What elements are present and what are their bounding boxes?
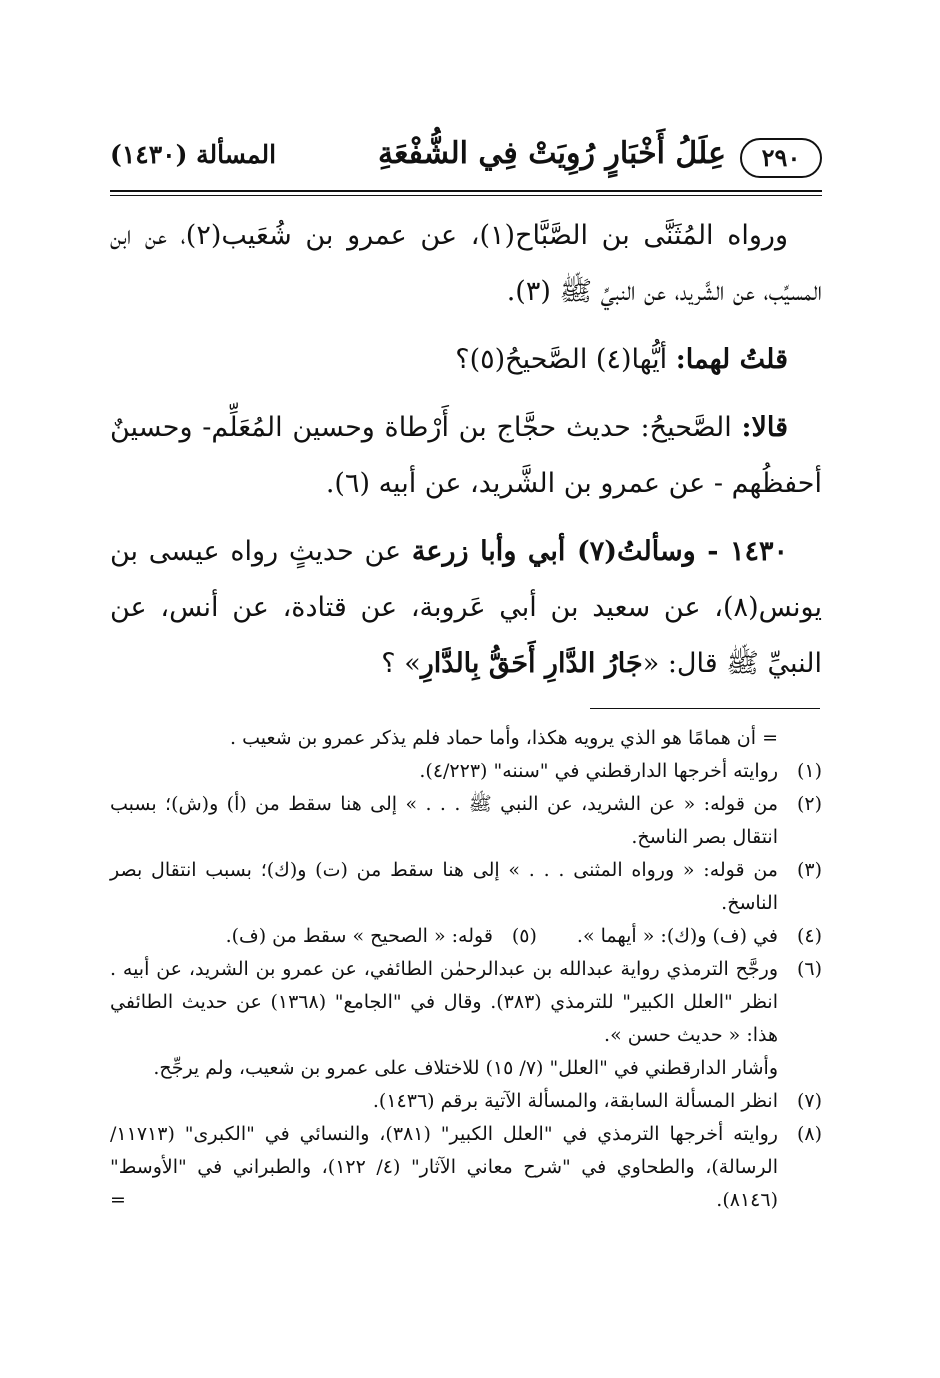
footnote-text: من قوله: « ورواه المثنى . . . » إلى هنا سقط من (ت) و(ك)؛ بسبب انتقال بصر الناسخ. [110,859,778,914]
footnote-number: (١) [796,760,822,782]
footnote-number: (٧) [796,1090,822,1112]
header-rule-thin [110,195,822,196]
footnote-number: (٨) [796,1123,822,1145]
footnote-text: في (ف) و(ك): « أيهما ». [576,925,778,947]
footnote-item [110,755,822,788]
footnote-text: قوله: « الصحيح » سقط من (ف). [225,925,493,947]
footnote-item [226,920,537,953]
page-number: ٢٩٠ [740,138,822,178]
footnote-continuation: = أن همامًا هو الذي يرويه هكذا، وأما حماد فلم يذكر عمرو بن شعيب . [230,727,778,749]
paragraph-2 [110,332,822,388]
footnote-text: ورجَّح الترمذي رواية عبدالله بن عبدالرحمٰن الطائفي، عن عمرو بن الشريد، عن أبيه . انظر "العلل الكبير" للترمذي (٣٨٣). وقال في "الجامع" (١٣٦٨) عن حديث الطائفي هذا: « حديث حسن ». [110,958,778,1046]
main-text [110,208,822,704]
paragraph-1 [110,208,822,320]
paragraph-1-text: ورواه المُثَنَّى بن الصَّبَّاح(١)، عن عمرو بن شُعَيب(٢)، عن ابن المسيِّب، عن الشَّريد، عن النبيِّ ﷺ (٣). [110,220,822,307]
header-rule [110,190,822,192]
page-header [110,128,822,184]
paragraph-4 [110,524,822,692]
paragraph-4-lead: ١٤٣٠ - وسألتُ(٧) أبي وأبا زرعة [411,536,788,567]
footnote-item [110,1118,822,1217]
footnote-rule [590,708,820,709]
footnote-item [110,788,822,854]
paragraph-3-text: الصَّحيحُ: حديث حجَّاج بن أَرْطاة وحسين المُعَلِّم- وحسينٌ أحفظُهم - عن عمرو بن الشَّريد، عن أبيه (٦). [110,412,822,499]
footnote-text-extra: وأشار الدارقطني في "العلل" (٧/ ١٥) للاختلاف على عمرو بن شعيب، ولم يرجِّح. [153,1057,778,1079]
footnotes [110,722,822,1217]
book-title: عِلَلُ أَخْبَارٍ رُوِيَتْ فِي الشُّفْعَةِ [378,136,726,171]
footnote-item [110,854,822,920]
paragraph-3 [110,400,822,512]
footnote-row-4-5 [110,920,822,953]
hadith-quote: جَارُ الدَّارِ أَحَقُّ بِالدَّارِ [420,648,643,679]
paragraph-3-lead: قالا: [741,412,788,443]
issue-label: المسألة (١٤٣٠) [110,140,277,169]
footnote-number: (٣) [796,859,822,881]
footnote-item [110,1085,822,1118]
footnote-text: روايته أخرجها الدارقطني في "سننه" (٤/٢٢٣). [419,760,778,782]
footnote-item [577,920,822,953]
footnote-number: (٥) [511,925,537,947]
paragraph-2-text: أيُّها(٤) الصَّحيحُ(٥)؟ [455,344,676,375]
footnote-item [110,953,822,1085]
paragraph-4-tail: » ؟ [381,648,421,679]
footnote-number: (٦) [796,958,822,980]
footnote-number: (٢) [796,793,822,815]
footnote-text: من قوله: « عن الشريد، عن النبي ﷺ . . . » إلى هنا سقط من (أ) و(ش)؛ بسبب انتقال بصر الناسخ. [110,793,778,848]
footnote-text: روايته أخرجها الترمذي في "العلل الكبير" (٣٨١)، والنسائي في "الكبرى" (١١٧١٣/ الرسالة)، والطحاوي في "شرح معاني الآثار" (٤/ ١٢٢)، والطبراني في "الأوسط" (٨١٤٦). [110,1123,778,1211]
paragraph-2-lead: قلتُ لهما: [675,344,788,375]
footnote-text: انظر المسألة السابقة، والمسألة الآتية برقم (١٤٣٦). [372,1090,778,1112]
footnote-number: (٤) [796,925,822,947]
paragraph-4-text: عن حديثٍ رواه عيسى بن يونس(٨)، عن سعيد بن أبي عَروبة، عن قتادة، عن أنس، عن النبيِّ ﷺ قال: « [110,536,822,679]
continuation-mark: = [110,1189,126,1211]
